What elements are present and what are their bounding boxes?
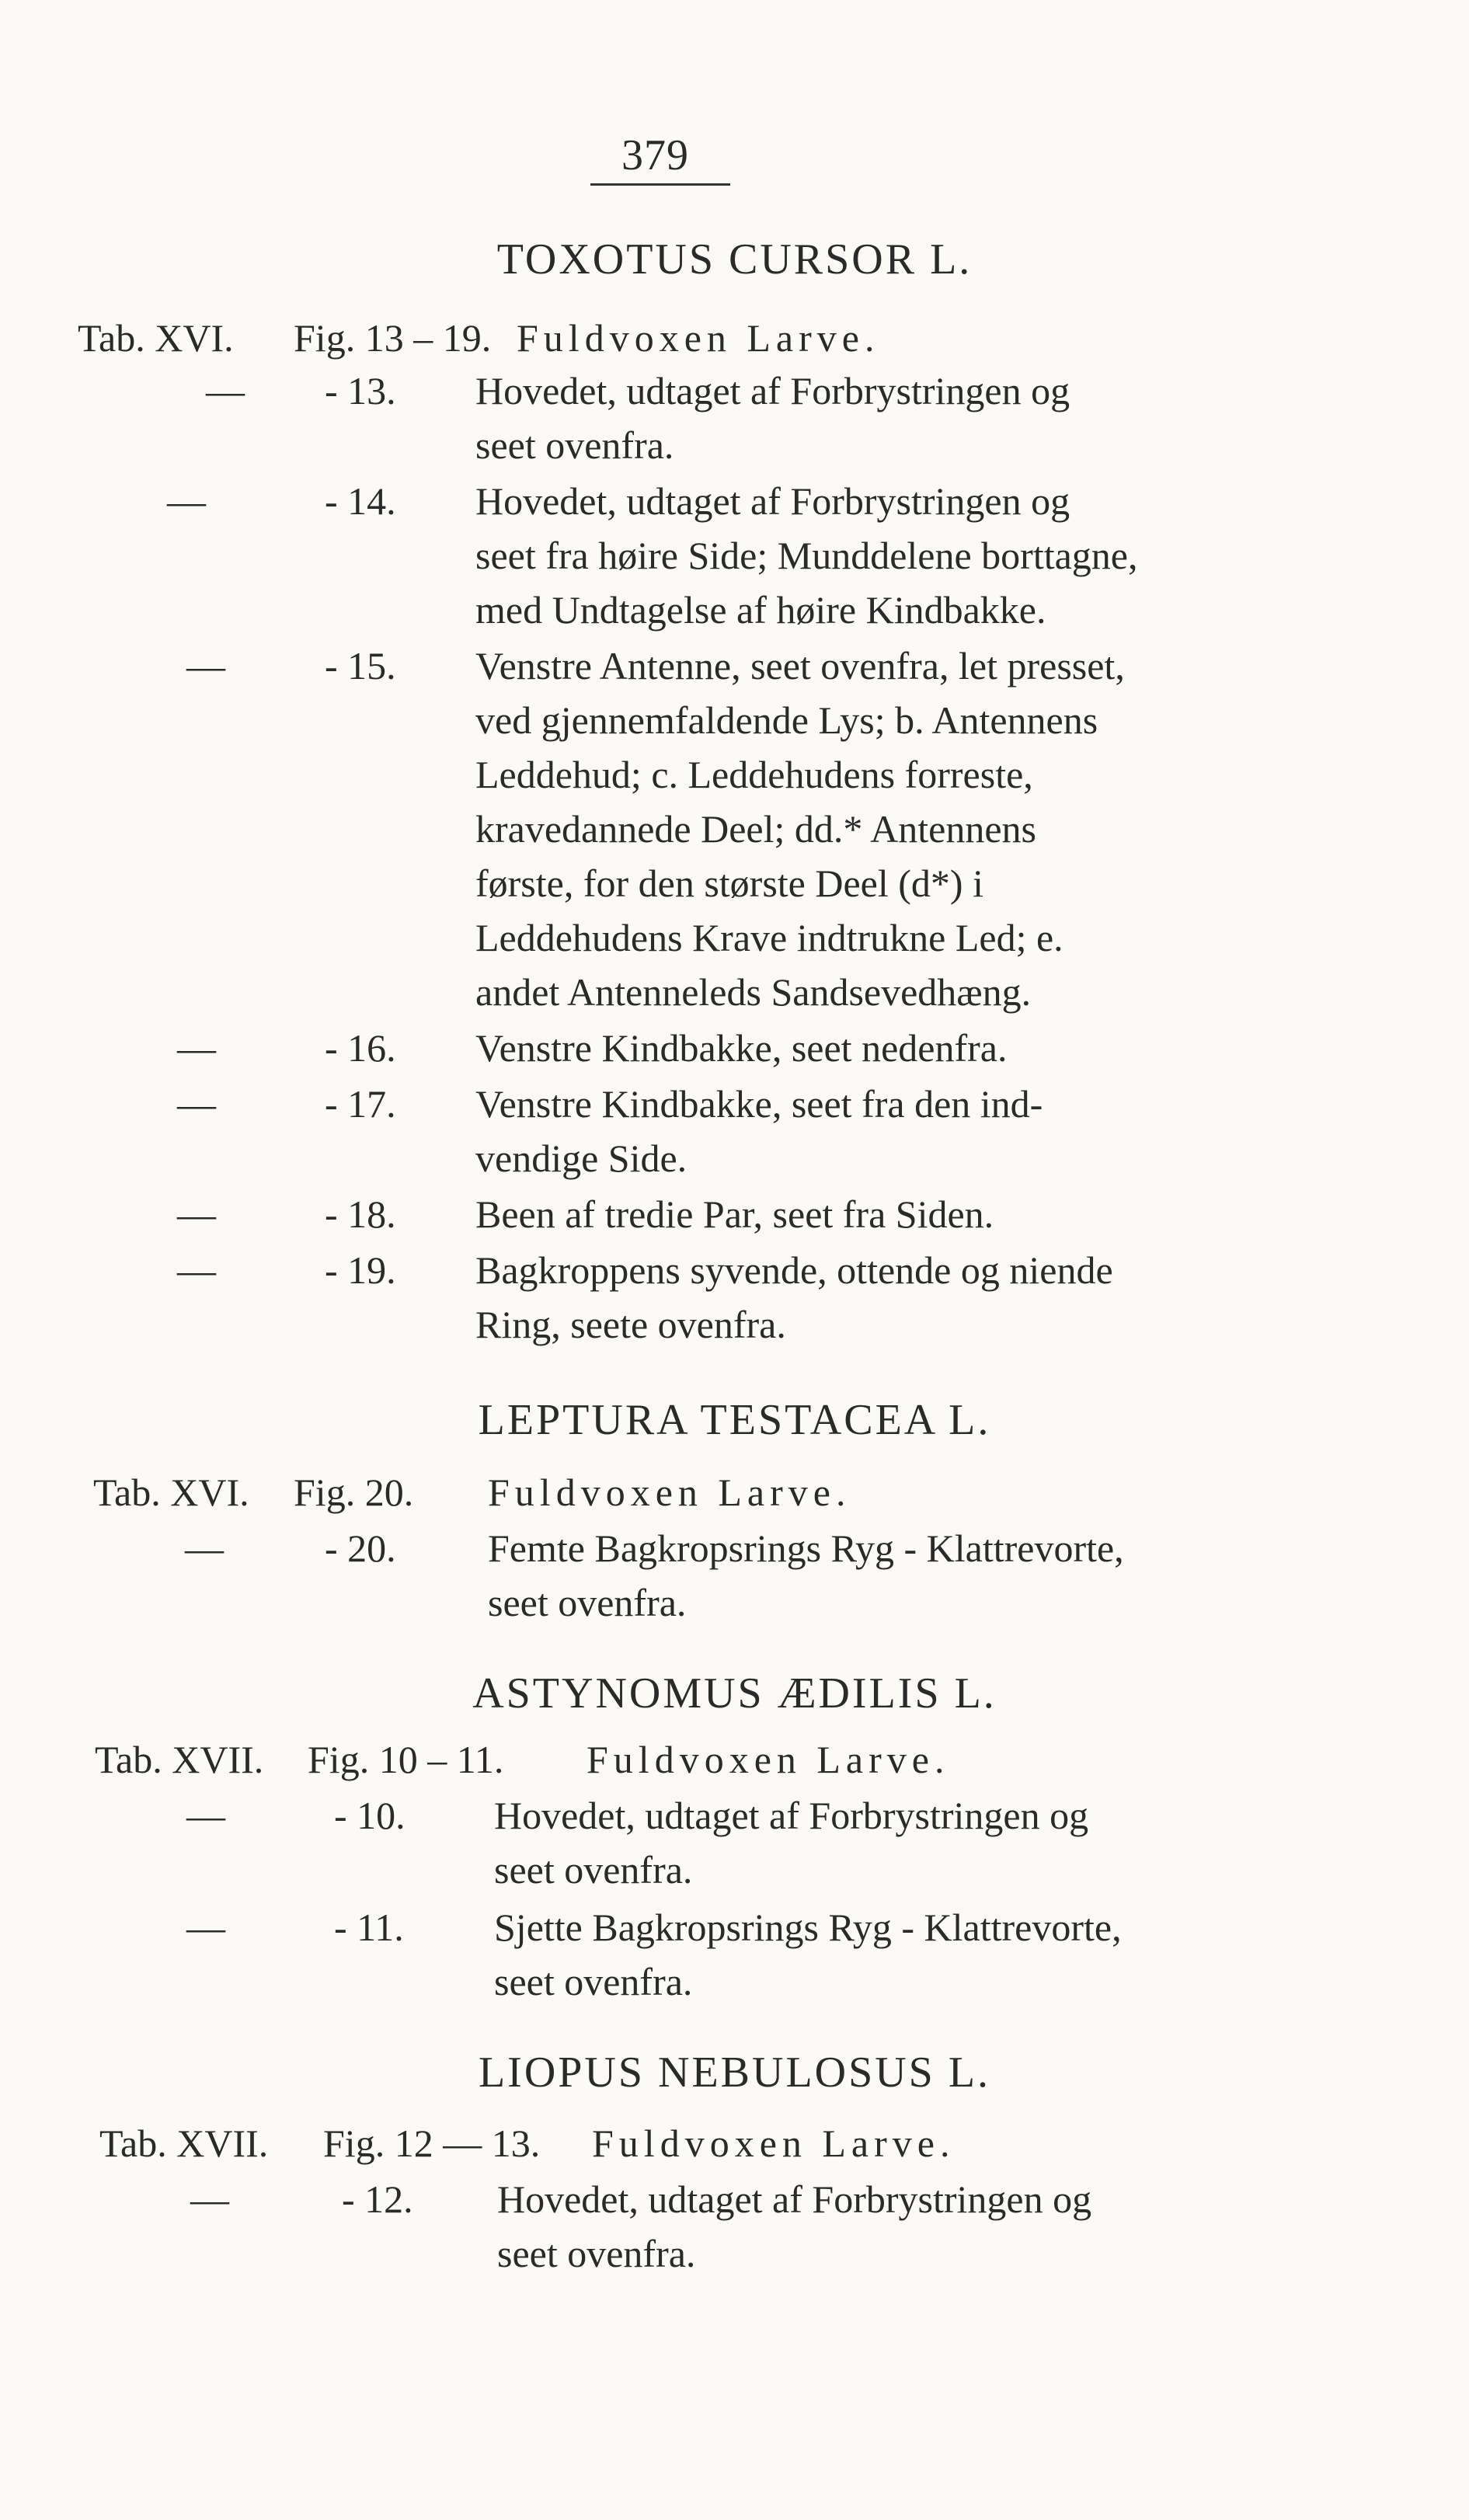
section-heading: LEPTURA TESTACEA L. [478,1396,991,1444]
figure-label: - 10. [334,1794,406,1837]
entry-line: seet ovenfra. [475,423,674,467]
tab-label: Tab. XVII. [99,2121,269,2165]
entry-line: Venstre Kindbakke, seet nedenfra. [475,1026,1008,1070]
entry-line: ved gjennemfaldende Lys; b. Antennens [475,698,1098,742]
entry-line: Bagkroppens syvende, ottende og niende [475,1248,1113,1292]
entry-line: Fuldvoxen Larve. [488,1471,851,1514]
entry-line: seet ovenfra. [494,1960,693,2003]
entry-line: Venstre Antenne, seet ovenfra, let presset, [475,644,1125,687]
tab-label: Tab. XVI. [78,316,234,360]
entry-line: andet Antenneleds Sandsevedhæng. [475,970,1032,1014]
page-number: 379 [590,131,730,186]
figure-label: - 11. [334,1906,404,1949]
tab-label: Tab. XVI. [93,1471,249,1514]
figure-label: Fig. 20. [294,1471,414,1514]
ditto-mark: — [177,1082,216,1126]
entry-line: Leddehud; c. Leddehudens forreste, [475,753,1033,796]
entry-line: seet fra høire Side; Munddelene borttagne, [475,534,1138,577]
figure-label: - 16. [325,1026,396,1070]
figure-label: - 20. [325,1526,396,1570]
figure-label: - 17. [325,1082,396,1126]
figure-label: - 18. [325,1192,396,1236]
entry-line: seet ovenfra. [497,2232,696,2275]
entry-line: seet ovenfra. [488,1581,687,1624]
entry-line: Fuldvoxen Larve. [517,316,880,360]
figure-label: Fig. 13 – 19. [294,316,492,360]
entry-line: vendige Side. [475,1136,688,1180]
entry-line: første, for den største Deel (d*) i [475,861,983,905]
entry-line: Leddehudens Krave indtrukne Led; e. [475,916,1063,959]
ditto-mark: — [186,1794,225,1837]
ditto-mark: — [177,1026,216,1070]
figure-label: - 13. [325,369,396,412]
figure-label: - 12. [342,2177,413,2221]
entry-line: Hovedet, udtaget af Forbrystringen og [475,479,1070,523]
entry-line: Hovedet, udtaget af Forbrystringen og [494,1794,1089,1837]
ditto-mark: — [177,1248,216,1292]
figure-label: Fig. 12 — 13. [323,2121,541,2165]
entry-line: Hovedet, udtaget af Forbrystringen og [497,2177,1092,2221]
entry-line: Fuldvoxen Larve. [587,1738,950,1781]
entry-line: Sjette Bagkropsrings Ryg - Klattrevorte, [494,1906,1122,1949]
entry-line: Venstre Kindbakke, seet fra den ind- [475,1082,1043,1126]
ditto-mark: — [186,1906,225,1949]
entry-line: Fuldvoxen Larve. [592,2121,956,2165]
ditto-mark: — [185,1526,224,1570]
ditto-mark: — [190,2177,229,2221]
ditto-mark: — [186,644,225,687]
entry-line: kravedannede Deel; dd.* Antennens [475,807,1036,851]
section-heading: ASTYNOMUS ÆDILIS L. [472,1669,997,1718]
figure-label: - 15. [325,644,396,687]
tab-label: Tab. XVII. [95,1738,264,1781]
figure-label: Fig. 10 – 11. [308,1738,504,1781]
section-heading: TOXOTUS CURSOR L. [496,235,973,284]
figure-label: - 14. [325,479,396,523]
section-heading: LIOPUS NEBULOSUS L. [478,2048,991,2097]
ditto-mark: — [206,369,245,412]
figure-label: - 19. [325,1248,396,1292]
entry-line: Hovedet, udtaget af Forbrystringen og [475,369,1070,412]
entry-line: Been af tredie Par, seet fra Siden. [475,1192,994,1236]
entry-line: Ring, seete ovenfra. [475,1303,786,1346]
ditto-mark: — [177,1192,216,1236]
entry-line: med Undtagelse af høire Kindbakke. [475,588,1046,632]
entry-line: Femte Bagkropsrings Ryg - Klattrevorte, [488,1526,1124,1570]
entry-line: seet ovenfra. [494,1848,693,1892]
ditto-mark: — [167,479,206,523]
